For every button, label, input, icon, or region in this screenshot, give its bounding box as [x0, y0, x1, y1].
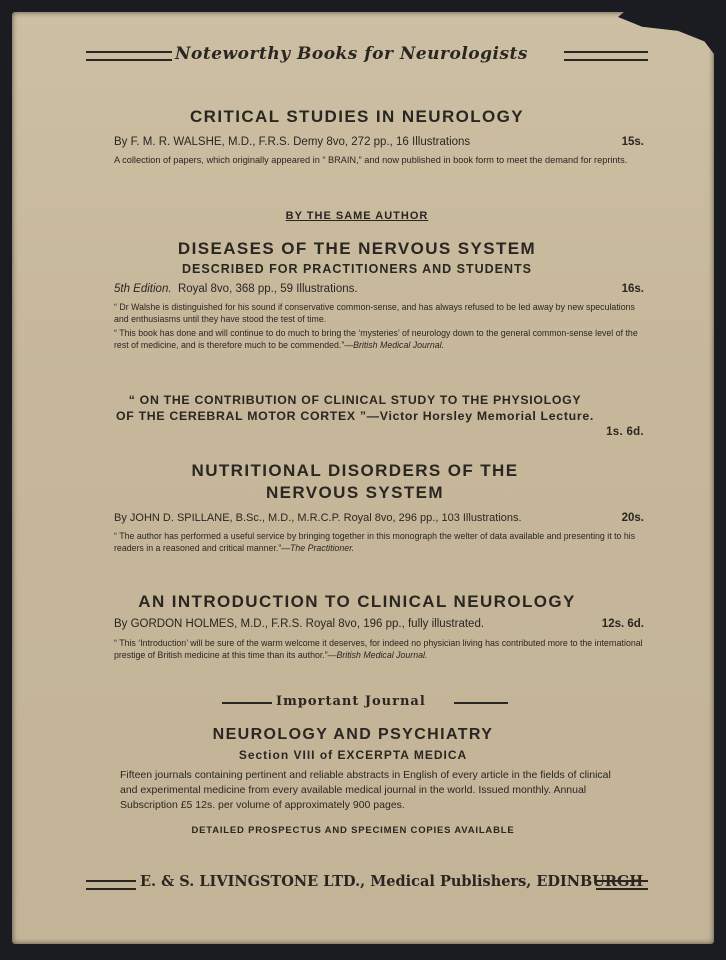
lecture-price: 1s. 6d. [606, 426, 644, 438]
book3-quote-block [114, 531, 644, 554]
book3-title-line1: NUTRITIONAL DISORDERS OF THE [191, 461, 519, 480]
book4-byline-row [114, 618, 644, 630]
book1-price: 15s. [621, 136, 644, 148]
book4-title: AN INTRODUCTION TO CLINICAL NEUROLOGY [138, 592, 576, 611]
book3-byline: By JOHN D. SPILLANE, B.Sc., M.D., M.R.C.P. Royal 8vo, 296 pp., 103 Illustrations. [114, 512, 522, 524]
book2-edition: 5th Edition. [114, 283, 172, 295]
book2-price: 16s. [621, 283, 644, 295]
same-author-label: BY THE SAME AUTHOR [285, 210, 429, 222]
book4-quote: “ This ‘Introduction’ will be sure of the warm welcome it deserves, for indeed no physician living has contributed more to the international prestige of British medicine at this time than its author.” [114, 638, 643, 660]
book3-quote: “ The author has performed a useful service by bringing together in this monograph the welter of data available and presenting it to his readers in a reasoned and critical manner.” [114, 531, 636, 553]
book2-details-group [114, 283, 358, 295]
header-title: Noteworthy Books for Neurologists [175, 44, 528, 64]
book2-details: Royal 8vo, 368 pp., 59 Illustrations. [177, 283, 358, 295]
journal-rule-right [454, 702, 508, 704]
book2-quote2: “ This book has done and will continue to do much to bring the ‘mysteries’ of neurology down to the general common-sense level of the rest of medicine, and is therefore much to be commended.” [114, 328, 638, 350]
book-jacket-back [12, 12, 714, 944]
book2-subtitle: DESCRIBED FOR PRACTITIONERS AND STUDENTS [182, 262, 532, 276]
book3-quote-source: —The Practitioner. [281, 542, 355, 553]
book3-title-line2: NERVOUS SYSTEM [266, 483, 444, 502]
book1-byline-row [114, 136, 644, 148]
book1-description: A collection of papers, which originally appeared in “ BRAIN,” and now published in book form to meet the demand for reprints. [114, 155, 628, 165]
footer-publisher: E. & S. LIVINGSTONE LTD., Medical Publishers, EDINBURGH [140, 873, 644, 890]
journal-prospectus: DETAILED PROSPECTUS AND SPECIMEN COPIES AVAILABLE [191, 825, 515, 836]
book2-title: DISEASES OF THE NERVOUS SYSTEM [177, 239, 537, 258]
journal-rule-left [222, 702, 272, 704]
book4-byline: By GORDON HOLMES, M.D., F.R.S. Royal 8vo, 196 pp., fully illustrated. [114, 618, 485, 630]
book4-price: 12s. 6d. [601, 618, 644, 630]
book2-details-row [114, 283, 644, 295]
lecture-line1: “ ON THE CONTRIBUTION OF CLINICAL STUDY TO THE PHYSIOLOGY [128, 393, 582, 407]
book4-quote-block [114, 638, 644, 661]
book4-quote-source: —British Medical Journal. [327, 649, 428, 660]
footer-rule-left [86, 880, 136, 890]
torn-corner [594, 12, 714, 54]
journal-label: Important Journal [276, 694, 426, 709]
book3-byline-row [114, 512, 644, 524]
lecture-line2: OF THE CEREBRAL MOTOR CORTEX ”—Victor Horsley Memorial Lecture. [116, 409, 594, 423]
header-rule-right [564, 51, 648, 61]
book2-quote2-block [114, 328, 644, 351]
header-rule-left [86, 51, 172, 61]
book1-title: CRITICAL STUDIES IN NEUROLOGY [189, 107, 525, 126]
book2-quote1: “ Dr Walshe is distinguished for his sound if conservative common-sense, and has always refused to be led away by new speculations and enthusiasms until they have stood the test of time. [114, 302, 635, 324]
book2-quote2-source: —British Medical Journal. [344, 339, 445, 350]
book3-price: 20s. [621, 512, 644, 524]
footer-rule-right [596, 880, 648, 890]
book1-byline: By F. M. R. WALSHE, M.D., F.R.S. Demy 8vo, 272 pp., 16 Illustrations [114, 136, 471, 148]
journal-title: NEUROLOGY AND PSYCHIATRY [212, 726, 494, 743]
journal-subtitle: Section VIII of EXCERPTA MEDICA [238, 748, 468, 762]
journal-description: Fifteen journals containing pertinent and reliable abstracts in English of every article in the fields of clinical and experimental medicine from every available medical journal in the world. Issued monthly. Annual Subscription £5 12s. per volume of approximately 900 pages. [120, 769, 611, 811]
